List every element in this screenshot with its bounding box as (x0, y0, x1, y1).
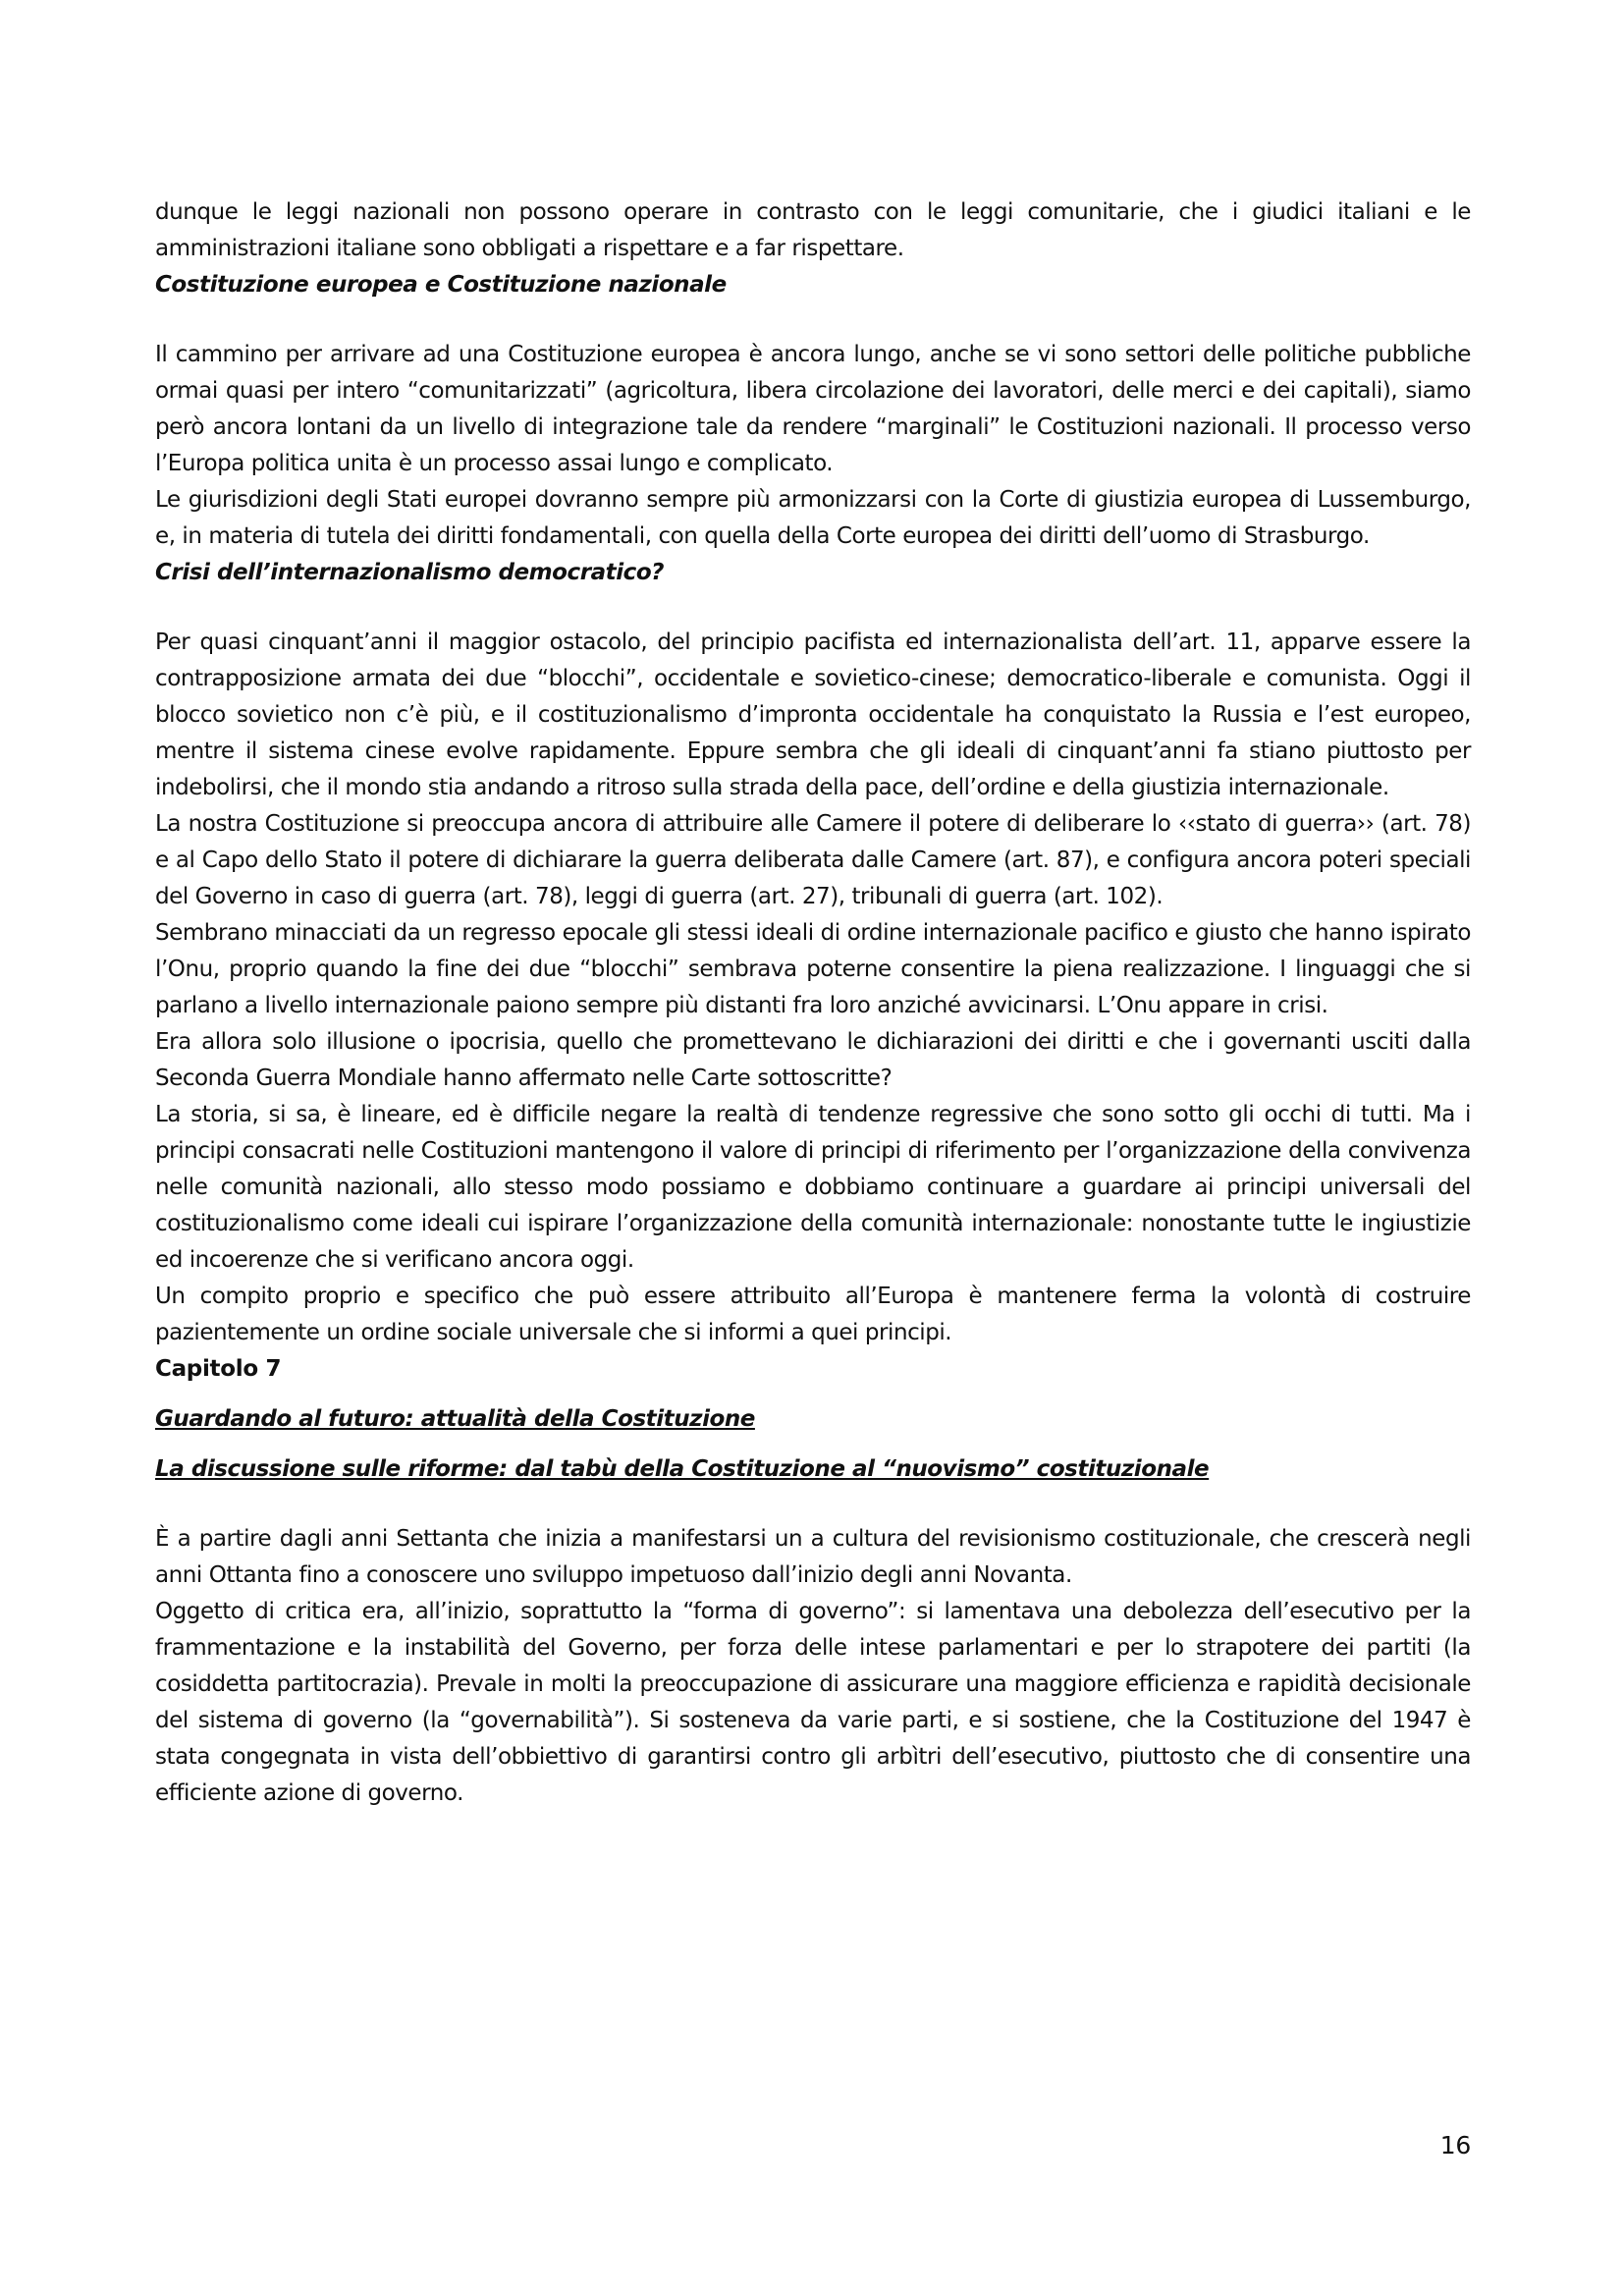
paragraph-constitution-path: Il cammino per arrivare ad una Costituzione europea è ancora lungo, anche se vi sono settori delle politiche pubbliche ormai quasi per intero “comunitarizzati” (agricoltura, libera circolazione dei lavoratori, delle merci e dei capitali), siamo però ancora lontani da un livello di integrazione tale da rendere “marginali” le Costituzioni nazionali. Il processo verso l’Europa politica unita è un processo assai lungo e complicato. (155, 342, 1471, 476)
section-heading-reforms: La discussione sulle riforme: dal tabù della Costituzione al “nuovismo” costituzionale (155, 1456, 1210, 1482)
section-heading-european-constitution: Costituzione europea e Costituzione nazionale (155, 272, 727, 298)
paragraph-onu-crisis: Sembrano minacciati da un regresso epocale gli stessi ideali di ordine internazionale pacifico e giusto che hanno ispirato l’Onu, proprio quando la fine dei due “blocchi” sembrava poterne consentire la piena realizzazione. I linguaggi che si parlano a livello internazionale paiono sempre più distanti fra loro anziché avvicinarsi. L’Onu appare in crisi. (155, 920, 1471, 1018)
page-number: 16 (1439, 2131, 1471, 2159)
section-heading-future: Guardando al futuro: attualità della Costituzione (155, 1406, 755, 1432)
paragraph-eu-law-primacy: dunque le leggi nazionali non possono operare in contrasto con le leggi comunitarie, che i giudici italiani e le amministrazioni italiane sono obbligati a rispettare e a far rispettare. (155, 199, 1471, 261)
paragraph-revisionism: È a partire dagli anni Settanta che inizia a manifestarsi un a cultura del revisionismo costituzionale, che crescerà negli anni Ottanta fino a conoscere uno sviluppo impetuoso dall’inizio degli anni Novanta. (155, 1526, 1471, 1588)
document-page (155, 194, 1471, 1812)
paragraph-illusion-question: Era allora solo illusione o ipocrisia, quello che promettevano le dichiarazioni dei diritti e che i governanti usciti dalla Seconda Guerra Mondiale hanno affermato nelle Carte sottoscritte? (155, 1029, 1471, 1091)
paragraph-courts: Le giurisdizioni degli Stati europei dovranno sempre più armonizzarsi con la Corte di giustizia europea di Lussemburgo, e, in materia di tutela dei diritti fondamentali, con quella della Corte europea dei diritti dell’uomo di Strasburgo. (155, 487, 1471, 549)
chapter-heading: Capitolo 7 (155, 1356, 282, 1382)
paragraph-two-blocs: Per quasi cinquant’anni il maggior ostacolo, del principio pacifista ed internazionalista dell’art. 11, apparve essere la contrapposizione armata dei due “blocchi”, occidentale e sovietico-cinese; democratico-liberale e comunista. Oggi il blocco sovietico non c’è più, e il costituzionalismo d’impronta occidentale ha conquistato la Russia e l’est europeo, mentre il sistema cinese evolve rapidamente. Eppure sembra che gli ideali di cinquant’anni fa stiano piuttosto per indebolirsi, che il mondo stia andando a ritroso sulla strada della pace, dell’ordine e della giustizia internazionale. (155, 629, 1471, 800)
paragraph-history: La storia, si sa, è lineare, ed è difficile negare la realtà di tendenze regressive che sono sotto gli occhi di tutti. Ma i principi consacrati nelle Costituzioni mantengono il valore di principi di riferimento per l’organizzazione della convivenza nelle comunità nazionali, allo stesso modo possiamo e dobbiamo continuare a guardare ai principi universali del costituzionalismo come ideali cui ispirare l’organizzazione della comunità internazionale: nonostante tutte le ingiustizie ed incoerenze che si verificano ancora oggi. (155, 1102, 1471, 1273)
paragraph-europe-task: Un compito proprio e specifico che può essere attribuito all’Europa è mantenere ferma la volontà di costruire pazientemente un ordine sociale universale che si informi a quei principi. (155, 1284, 1471, 1345)
paragraph-form-of-government: Oggetto di critica era, all’inizio, soprattutto la “forma di governo”: si lamentava una debolezza dell’esecutivo per la frammentazione e la instabilità del Governo, per forza delle intese parlamentari e per lo strapotere dei partiti (la cosiddetta partitocrazia). Prevale in molti la preoccupazione di assicurare una maggiore efficienza e rapidità decisionale del sistema di governo (la “governabilità”). Si sosteneva da varie parti, e si sostiene, che la Costituzione del 1947 è stata congegnata in vista dell’obbiettivo di garantirsi contro gli arbìtri dell’esecutivo, piuttosto che di consentire una efficiente azione di governo. (155, 1599, 1471, 1806)
section-heading-internationalism-crisis: Crisi dell’internazionalismo democratico? (155, 560, 665, 585)
paragraph-state-of-war: La nostra Costituzione si preoccupa ancora di attribuire alle Camere il potere di deliberare lo ‹‹stato di guerra›› (art. 78) e al Capo dello Stato il potere di dichiarare la guerra deliberata dalle Camere (art. 87), e configura ancora poteri speciali del Governo in caso di guerra (art. 78), leggi di guerra (art. 27), tribunali di guerra (art. 102). (155, 811, 1471, 909)
